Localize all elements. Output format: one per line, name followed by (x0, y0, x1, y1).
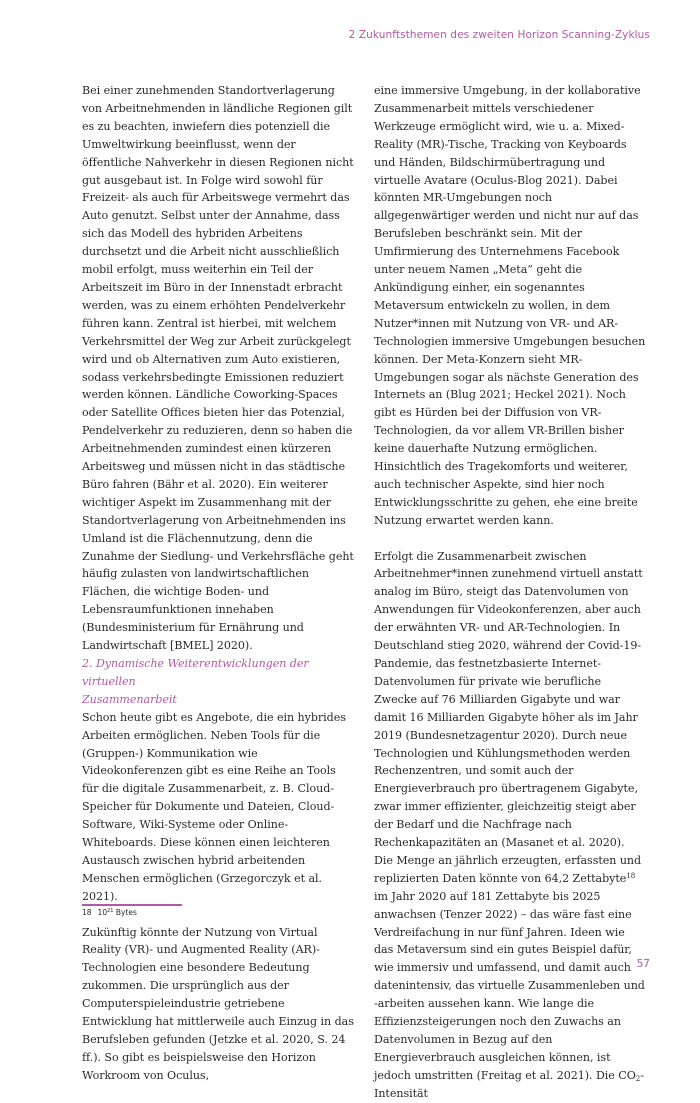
body-paragraph: eine immersive Umgebung, in der kollaborative Zusammenarbeit mittels verschiedener Werkzeuge ermöglicht wird, wie u. a. Mixed-Reality (MR)-Tische, Tracking von Keyboards und Händen, Bildschirmübertragung und virtuelle Avatare (Oculus-Blog 2021). Dabei könnten MR-Umgebungen noch allgegenwärtiger werden und nicht nur auf das Berufsleben beschränkt sein. Mit der Umfirmierung des Unternehmens Facebook unter neuem Namen „Meta“ geht die Ankündigung einher, ein sogenanntes Metaversum entwickeln zu wollen, in dem Nutzer*innen mit Nutzung von VR- und AR-Technologien immersive Umgebungen besuchen können. Der Meta-Konzern sieht MR-Umgebungen sogar als nächste Generation des Internets an (Blug 2021; Heckel 2021). Noch gibt es Hürden bei der Diffusion von VR-Technologien, da vor allem VR-Brillen bisher keine dauerhafte Nutzung ermöglichen. Hinsichtlich des Tragekomforts und weiterer, auch technischer Aspekte, sind hier noch Entwicklungsschritte zu gehen, ehe eine breite Nutzung erwartet werden kann. (374, 84, 646, 527)
page-number: 57 (636, 958, 650, 970)
running-header: 2 Zukunftsthemen des zweiten Horizon Scanning-Zyklus (348, 29, 650, 41)
right-column (374, 82, 646, 1103)
paragraph-text: -Intensität (374, 1068, 644, 1100)
left-column (82, 82, 354, 1085)
subheading-line: 2. Dynamische Weiterentwicklungen der virtuellen (82, 657, 309, 688)
footnote (82, 908, 137, 917)
footnote-unit: Bytes (113, 908, 137, 917)
subscript: 2 (635, 1074, 641, 1083)
footnote-number: 18 (82, 908, 92, 917)
footnote-exponent: 21 (107, 908, 114, 914)
body-paragraph (374, 548, 646, 1103)
body-paragraph: Bei einer zunehmenden Standortverlagerung von Arbeitnehmenden in ländliche Regionen gilt es zu beachten, inwiefern dies potenziell die Umweltwirkung beeinflusst, wenn der öffentliche Nahverkehr in diesen Regionen nicht gut ausgebaut ist. In Folge wird sowohl für Freizeit- als auch für Arbeitswege vermehrt das Auto genutzt. Selbst unter der Annahme, dass sich das Modell des hybriden Arbeitens durchsetzt und die Arbeit nicht ausschließlich mobil erfolgt, muss weiterhin ein Teil der Arbeitszeit im Büro in der Innenstadt erbracht werden, was zu einem erhöhten Pendelverkehr führen kann. Zentral ist hierbei, mit welchem Verkehrsmittel der Weg zur Arbeit zurückgelegt wird und ob Alternativen zum Auto existieren, sodass verkehrsbedingte Emissionen reduziert werden können. Ländliche Coworking-Spaces oder Satellite Offices bieten hier das Potenzial, Pendelverkehr zu reduzieren, denn so haben die Arbeitnehmenden zumindest einen kürzeren Arbeitsweg und müssen nicht in das städtische Büro fahren (Bähr et al. 2020). Ein weiterer wichtiger Aspekt im Zusammenhang mit der Standortverlagerung von Arbeitnehmenden ins Umland ist die Flächennutzung, denn die Zunahme der Siedlung- und Verkehrsfläche geht häufig zulasten von landwirtschaftlichen Flächen, die wichtige Boden- und Lebensraumfunktionen innehaben (Bundesministerium für Ernährung und Landwirtschaft [BMEL] 2020). (82, 84, 354, 653)
body-paragraph: Zukünftig könnte der Nutzung von Virtual Reality (VR)- und Augmented Reality (AR)-Technologien eine besondere Bedeutung zukommen. Die ursprünglich aus der Computerspieleindustrie getriebene Entwicklung hat mittlerweile auch Einzug in das Berufsleben gefunden (Jetzke et al. 2020, S. 24 ff.). So gibt es beispielsweise den Horizon Workroom von Oculus, (82, 925, 354, 1082)
paragraph-text: im Jahr 2020 auf 181 Zettabyte bis 2025 anwachsen (Tenzer 2022) – das wäre fast eine Verdreifachung in nur fünf Jahren. Ideen wie das Metaversum sind ein gutes Beispiel dafür, wie immersiv und umfassend, und damit auch datenintensiv, das virtuelle Zusammenleben und -arbeiten aussehen kann. Wie lange die Effizienzsteigerungen noch den Zuwachs an Datenvolumen in Bezug auf den Energieverbrauch ausgleichen können, ist jedoch umstritten (Freitag et al. 2021). Die CO (374, 889, 645, 1082)
footnote-divider (82, 904, 182, 906)
footnote-reference[interactable]: 18 (626, 871, 636, 880)
subheading-line: Zusammenarbeit (82, 692, 177, 706)
body-paragraph: Schon heute gibt es Angebote, die ein hybrides Arbeiten ermöglichen. Neben Tools für die (Gruppen-) Kommunikation wie Videokonferenzen gibt es eine Reihe an Tools für die digitale Zusammenarbeit, z. B. Cloud-Speicher für Dokumente und Dateien, Cloud-Software, Wiki-Systeme oder Online-Whiteboards. Diese können einen leichteren Austausch zwischen hybrid arbeitenden Menschen ermöglichen (Grzegorczyk et al. 2021). (82, 710, 346, 903)
section-subheading (82, 655, 354, 709)
footnote-base: 10 (97, 908, 108, 917)
paragraph-text: Erfolgt die Zusammenarbeit zwischen Arbeitnehmer*innen zunehmend virtuell anstatt analog im Büro, steigt das Datenvolumen von Anwendungen für Videokonferenzen, aber auch der erwähnten VR- und AR-Technologien. In Deutschland stieg 2020, während der Covid-19-Pandemie, das festnetzbasierte Internet-Datenvolumen für private wie berufliche Zwecke auf 76 Milliarden Gigabyte und war damit 16 Milliarden Gigabyte höher als im Jahr 2019 (Bundesnetzagentur 2020). Durch neue Technologien und Kühlungsmethoden werden Rechenzentren, und somit auch der Energieverbrauch pro übertragenem Gigabyte, zwar immer effizienter, gleichzeitig steigt aber der Bedarf und die Nachfrage nach Rechenkapazitäten an (Masanet et al. 2020). Die Menge an jährlich erzeugten, erfassten und replizierten Daten könnte von 64,2 Zettabyte (374, 549, 643, 885)
